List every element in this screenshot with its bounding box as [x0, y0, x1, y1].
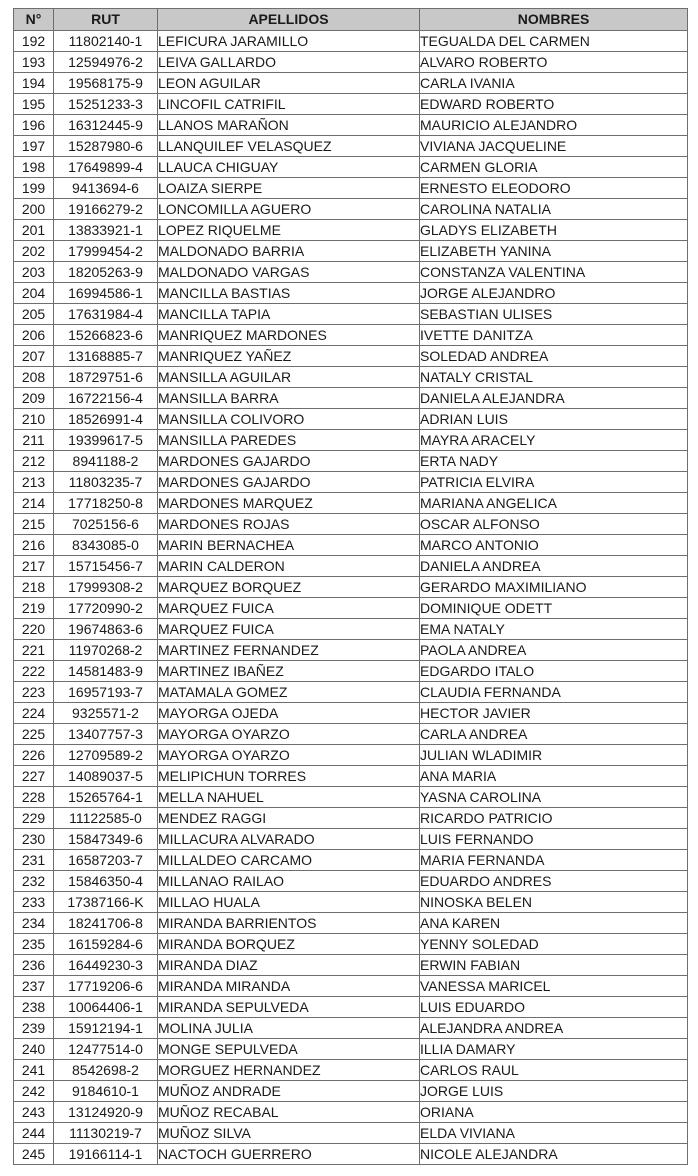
- cell-nombres: HECTOR JAVIER: [420, 703, 688, 724]
- cell-apellidos: LEFICURA JARAMILLO: [158, 31, 420, 52]
- cell-rut: 17387166-K: [54, 892, 158, 913]
- cell-rut: 19568175-9: [54, 73, 158, 94]
- cell-rut: 10064406-1: [54, 997, 158, 1018]
- table-row: [14, 535, 688, 556]
- cell-rut: 16312445-9: [54, 115, 158, 136]
- cell-number: 214: [14, 493, 54, 514]
- cell-nombres: RICARDO PATRICIO: [420, 808, 688, 829]
- cell-apellidos: MANRIQUEZ YAÑEZ: [158, 346, 420, 367]
- table-row: [14, 829, 688, 850]
- cell-number: 198: [14, 157, 54, 178]
- cell-rut: 12594976-2: [54, 52, 158, 73]
- cell-number: 213: [14, 472, 54, 493]
- table-header-row: [14, 9, 688, 31]
- cell-nombres: MAURICIO ALEJANDRO: [420, 115, 688, 136]
- table-row: [14, 430, 688, 451]
- cell-nombres: MARIANA ANGELICA: [420, 493, 688, 514]
- table-body: [14, 31, 688, 1165]
- table-row: [14, 640, 688, 661]
- cell-apellidos: LOPEZ RIQUELME: [158, 220, 420, 241]
- cell-nombres: ANA KAREN: [420, 913, 688, 934]
- table-row: [14, 31, 688, 52]
- cell-apellidos: MIRANDA MIRANDA: [158, 976, 420, 997]
- cell-apellidos: LONCOMILLA AGUERO: [158, 199, 420, 220]
- cell-rut: 17999454-2: [54, 241, 158, 262]
- cell-rut: 15847349-6: [54, 829, 158, 850]
- cell-apellidos: MILLAO HUALA: [158, 892, 420, 913]
- cell-number: 225: [14, 724, 54, 745]
- table-row: [14, 409, 688, 430]
- cell-nombres: ELDA VIVIANA: [420, 1123, 688, 1144]
- table-row: [14, 73, 688, 94]
- cell-nombres: ALEJANDRA ANDREA: [420, 1018, 688, 1039]
- table-row: [14, 346, 688, 367]
- cell-apellidos: MARTINEZ FERNANDEZ: [158, 640, 420, 661]
- cell-apellidos: LOAIZA SIERPE: [158, 178, 420, 199]
- cell-apellidos: MARIN BERNACHEA: [158, 535, 420, 556]
- cell-number: 233: [14, 892, 54, 913]
- cell-nombres: MARIA FERNANDA: [420, 850, 688, 871]
- cell-number: 239: [14, 1018, 54, 1039]
- cell-rut: 15912194-1: [54, 1018, 158, 1039]
- table-row: [14, 850, 688, 871]
- table-row: [14, 598, 688, 619]
- cell-number: 221: [14, 640, 54, 661]
- cell-number: 212: [14, 451, 54, 472]
- cell-apellidos: MUÑOZ ANDRADE: [158, 1081, 420, 1102]
- cell-nombres: LUIS EDUARDO: [420, 997, 688, 1018]
- cell-nombres: ERTA NADY: [420, 451, 688, 472]
- table-row: [14, 262, 688, 283]
- cell-nombres: GLADYS ELIZABETH: [420, 220, 688, 241]
- cell-nombres: JORGE ALEJANDRO: [420, 283, 688, 304]
- cell-rut: 13833921-1: [54, 220, 158, 241]
- table-row: [14, 1144, 688, 1165]
- table-row: [14, 325, 688, 346]
- cell-number: 204: [14, 283, 54, 304]
- cell-number: 193: [14, 52, 54, 73]
- cell-nombres: YENNY SOLEDAD: [420, 934, 688, 955]
- table-row: [14, 115, 688, 136]
- cell-apellidos: MILLALDEO CARCAMO: [158, 850, 420, 871]
- cell-nombres: EDGARDO ITALO: [420, 661, 688, 682]
- table-row: [14, 178, 688, 199]
- cell-number: 199: [14, 178, 54, 199]
- cell-apellidos: MIRANDA DIAZ: [158, 955, 420, 976]
- cell-nombres: ERNESTO ELEODORO: [420, 178, 688, 199]
- cell-rut: 15715456-7: [54, 556, 158, 577]
- cell-nombres: TEGUALDA DEL CARMEN: [420, 31, 688, 52]
- cell-nombres: ANA MARIA: [420, 766, 688, 787]
- cell-rut: 17631984-4: [54, 304, 158, 325]
- table-row: [14, 703, 688, 724]
- cell-number: 229: [14, 808, 54, 829]
- table-row: [14, 283, 688, 304]
- cell-number: 232: [14, 871, 54, 892]
- cell-number: 194: [14, 73, 54, 94]
- cell-rut: 14089037-5: [54, 766, 158, 787]
- cell-nombres: YASNA CAROLINA: [420, 787, 688, 808]
- table-row: [14, 1060, 688, 1081]
- table-row: [14, 619, 688, 640]
- cell-rut: 15251233-3: [54, 94, 158, 115]
- cell-number: 227: [14, 766, 54, 787]
- cell-rut: 9413694-6: [54, 178, 158, 199]
- table-row: [14, 451, 688, 472]
- cell-number: 200: [14, 199, 54, 220]
- table-row: [14, 808, 688, 829]
- cell-number: 219: [14, 598, 54, 619]
- cell-nombres: PATRICIA ELVIRA: [420, 472, 688, 493]
- cell-rut: 11130219-7: [54, 1123, 158, 1144]
- cell-rut: 11122585-0: [54, 808, 158, 829]
- cell-rut: 13407757-3: [54, 724, 158, 745]
- cell-rut: 17999308-2: [54, 577, 158, 598]
- cell-number: 211: [14, 430, 54, 451]
- cell-apellidos: MELLA NAHUEL: [158, 787, 420, 808]
- table-row: [14, 493, 688, 514]
- cell-nombres: OSCAR ALFONSO: [420, 514, 688, 535]
- cell-nombres: CARMEN GLORIA: [420, 157, 688, 178]
- cell-apellidos: MARDONES GAJARDO: [158, 451, 420, 472]
- cell-number: 197: [14, 136, 54, 157]
- cell-rut: 13168885-7: [54, 346, 158, 367]
- cell-nombres: ALVARO ROBERTO: [420, 52, 688, 73]
- cell-rut: 16159284-6: [54, 934, 158, 955]
- table-row: [14, 1102, 688, 1123]
- table-row: [14, 976, 688, 997]
- cell-nombres: NATALY CRISTAL: [420, 367, 688, 388]
- cell-nombres: VIVIANA JACQUELINE: [420, 136, 688, 157]
- cell-nombres: CLAUDIA FERNANDA: [420, 682, 688, 703]
- table-row: [14, 997, 688, 1018]
- cell-rut: 14581483-9: [54, 661, 158, 682]
- cell-number: 231: [14, 850, 54, 871]
- cell-apellidos: MANSILLA PAREDES: [158, 430, 420, 451]
- cell-apellidos: LLANOS MARAÑON: [158, 115, 420, 136]
- cell-number: 202: [14, 241, 54, 262]
- cell-number: 241: [14, 1060, 54, 1081]
- cell-nombres: CONSTANZA VALENTINA: [420, 262, 688, 283]
- header-apellidos: APELLIDOS: [158, 9, 420, 31]
- cell-number: 217: [14, 556, 54, 577]
- cell-apellidos: MARDONES MARQUEZ: [158, 493, 420, 514]
- cell-number: 207: [14, 346, 54, 367]
- cell-nombres: GERARDO MAXIMILIANO: [420, 577, 688, 598]
- cell-rut: 16587203-7: [54, 850, 158, 871]
- cell-apellidos: MUÑOZ RECABAL: [158, 1102, 420, 1123]
- cell-rut: 16449230-3: [54, 955, 158, 976]
- cell-apellidos: MUÑOZ SILVA: [158, 1123, 420, 1144]
- cell-rut: 18729751-6: [54, 367, 158, 388]
- cell-number: 238: [14, 997, 54, 1018]
- table-row: [14, 577, 688, 598]
- table-row: [14, 157, 688, 178]
- cell-nombres: DANIELA ANDREA: [420, 556, 688, 577]
- roster-table-container: [13, 8, 688, 1165]
- cell-nombres: CAROLINA NATALIA: [420, 199, 688, 220]
- cell-apellidos: LINCOFIL CATRIFIL: [158, 94, 420, 115]
- table-row: [14, 1081, 688, 1102]
- table-row: [14, 367, 688, 388]
- cell-apellidos: MALDONADO BARRIA: [158, 241, 420, 262]
- cell-apellidos: MATAMALA GOMEZ: [158, 682, 420, 703]
- cell-apellidos: MIRANDA BORQUEZ: [158, 934, 420, 955]
- cell-rut: 18241706-8: [54, 913, 158, 934]
- cell-nombres: ILLIA DAMARY: [420, 1039, 688, 1060]
- cell-number: 245: [14, 1144, 54, 1165]
- table-row: [14, 94, 688, 115]
- cell-rut: 18205263-9: [54, 262, 158, 283]
- cell-apellidos: MONGE SEPULVEDA: [158, 1039, 420, 1060]
- cell-number: 236: [14, 955, 54, 976]
- cell-rut: 12709589-2: [54, 745, 158, 766]
- cell-rut: 16722156-4: [54, 388, 158, 409]
- cell-apellidos: MAYORGA OYARZO: [158, 745, 420, 766]
- cell-number: 224: [14, 703, 54, 724]
- cell-rut: 15265764-1: [54, 787, 158, 808]
- cell-apellidos: NACTOCH GUERRERO: [158, 1144, 420, 1165]
- cell-apellidos: MIRANDA SEPULVEDA: [158, 997, 420, 1018]
- cell-apellidos: MILLANAO RAILAO: [158, 871, 420, 892]
- cell-rut: 17720990-2: [54, 598, 158, 619]
- cell-apellidos: MILLACURA ALVARADO: [158, 829, 420, 850]
- cell-apellidos: MAYORGA OYARZO: [158, 724, 420, 745]
- table-row: [14, 892, 688, 913]
- cell-rut: 9325571-2: [54, 703, 158, 724]
- cell-number: 230: [14, 829, 54, 850]
- cell-nombres: SOLEDAD ANDREA: [420, 346, 688, 367]
- table-row: [14, 1018, 688, 1039]
- cell-apellidos: LLANQUILEF VELASQUEZ: [158, 136, 420, 157]
- table-row: [14, 913, 688, 934]
- cell-apellidos: MANSILLA AGUILAR: [158, 367, 420, 388]
- cell-apellidos: MANSILLA BARRA: [158, 388, 420, 409]
- cell-apellidos: MELIPICHUN TORRES: [158, 766, 420, 787]
- cell-apellidos: MOLINA JULIA: [158, 1018, 420, 1039]
- cell-rut: 13124920-9: [54, 1102, 158, 1123]
- cell-nombres: EDUARDO ANDRES: [420, 871, 688, 892]
- cell-number: 242: [14, 1081, 54, 1102]
- cell-number: 201: [14, 220, 54, 241]
- cell-rut: 11802140-1: [54, 31, 158, 52]
- cell-nombres: CARLOS RAUL: [420, 1060, 688, 1081]
- cell-number: 222: [14, 661, 54, 682]
- cell-nombres: ERWIN FABIAN: [420, 955, 688, 976]
- cell-number: 195: [14, 94, 54, 115]
- cell-nombres: ORIANA: [420, 1102, 688, 1123]
- cell-rut: 19166114-1: [54, 1144, 158, 1165]
- cell-nombres: ELIZABETH YANINA: [420, 241, 688, 262]
- cell-number: 206: [14, 325, 54, 346]
- cell-nombres: EDWARD ROBERTO: [420, 94, 688, 115]
- cell-nombres: LUIS FERNANDO: [420, 829, 688, 850]
- cell-number: 243: [14, 1102, 54, 1123]
- table-row: [14, 787, 688, 808]
- table-row: [14, 556, 688, 577]
- header-nombres: NOMBRES: [420, 9, 688, 31]
- cell-nombres: CARLA IVANIA: [420, 73, 688, 94]
- cell-apellidos: LLAUCA CHIGUAY: [158, 157, 420, 178]
- cell-number: 215: [14, 514, 54, 535]
- cell-nombres: JULIAN WLADIMIR: [420, 745, 688, 766]
- cell-nombres: PAOLA ANDREA: [420, 640, 688, 661]
- cell-rut: 16957193-7: [54, 682, 158, 703]
- cell-number: 196: [14, 115, 54, 136]
- cell-rut: 15287980-6: [54, 136, 158, 157]
- cell-nombres: DOMINIQUE ODETT: [420, 598, 688, 619]
- table-row: [14, 934, 688, 955]
- cell-apellidos: MALDONADO VARGAS: [158, 262, 420, 283]
- cell-number: 216: [14, 535, 54, 556]
- cell-rut: 15266823-6: [54, 325, 158, 346]
- cell-apellidos: MIRANDA BARRIENTOS: [158, 913, 420, 934]
- cell-number: 220: [14, 619, 54, 640]
- roster-table: [13, 8, 688, 1165]
- cell-number: 205: [14, 304, 54, 325]
- cell-rut: 15846350-4: [54, 871, 158, 892]
- cell-rut: 18526991-4: [54, 409, 158, 430]
- table-row: [14, 1039, 688, 1060]
- cell-number: 209: [14, 388, 54, 409]
- cell-apellidos: MARTINEZ IBAÑEZ: [158, 661, 420, 682]
- cell-nombres: DANIELA ALEJANDRA: [420, 388, 688, 409]
- header-rut: RUT: [54, 9, 158, 31]
- table-row: [14, 52, 688, 73]
- table-row: [14, 388, 688, 409]
- cell-apellidos: MARIN CALDERON: [158, 556, 420, 577]
- cell-number: 218: [14, 577, 54, 598]
- table-row: [14, 766, 688, 787]
- cell-apellidos: MAYORGA OJEDA: [158, 703, 420, 724]
- cell-apellidos: MANCILLA TAPIA: [158, 304, 420, 325]
- cell-apellidos: LEON AGUILAR: [158, 73, 420, 94]
- cell-rut: 11803235-7: [54, 472, 158, 493]
- cell-rut: 17649899-4: [54, 157, 158, 178]
- cell-number: 226: [14, 745, 54, 766]
- table-row: [14, 199, 688, 220]
- cell-rut: 16994586-1: [54, 283, 158, 304]
- cell-number: 244: [14, 1123, 54, 1144]
- cell-rut: 9184610-1: [54, 1081, 158, 1102]
- cell-number: 228: [14, 787, 54, 808]
- cell-apellidos: MARDONES GAJARDO: [158, 472, 420, 493]
- table-row: [14, 241, 688, 262]
- cell-number: 210: [14, 409, 54, 430]
- cell-rut: 8941188-2: [54, 451, 158, 472]
- cell-number: 192: [14, 31, 54, 52]
- table-row: [14, 1123, 688, 1144]
- table-row: [14, 682, 688, 703]
- cell-rut: 19399617-5: [54, 430, 158, 451]
- cell-nombres: IVETTE DANITZA: [420, 325, 688, 346]
- cell-rut: 19166279-2: [54, 199, 158, 220]
- cell-apellidos: MARQUEZ BORQUEZ: [158, 577, 420, 598]
- cell-apellidos: MARQUEZ FUICA: [158, 598, 420, 619]
- cell-apellidos: MANRIQUEZ MARDONES: [158, 325, 420, 346]
- cell-apellidos: MARDONES ROJAS: [158, 514, 420, 535]
- table-row: [14, 514, 688, 535]
- cell-nombres: CARLA ANDREA: [420, 724, 688, 745]
- table-row: [14, 661, 688, 682]
- cell-nombres: MARCO ANTONIO: [420, 535, 688, 556]
- table-row: [14, 220, 688, 241]
- cell-apellidos: MENDEZ RAGGI: [158, 808, 420, 829]
- header-number: N°: [14, 9, 54, 31]
- cell-apellidos: MORGUEZ HERNANDEZ: [158, 1060, 420, 1081]
- cell-rut: 17718250-8: [54, 493, 158, 514]
- cell-apellidos: MANCILLA BASTIAS: [158, 283, 420, 304]
- cell-number: 235: [14, 934, 54, 955]
- table-row: [14, 745, 688, 766]
- table-row: [14, 304, 688, 325]
- table-row: [14, 955, 688, 976]
- cell-nombres: EMA NATALY: [420, 619, 688, 640]
- table-row: [14, 871, 688, 892]
- cell-nombres: VANESSA MARICEL: [420, 976, 688, 997]
- cell-rut: 11970268-2: [54, 640, 158, 661]
- cell-nombres: JORGE LUIS: [420, 1081, 688, 1102]
- cell-apellidos: MARQUEZ FUICA: [158, 619, 420, 640]
- table-row: [14, 472, 688, 493]
- cell-number: 203: [14, 262, 54, 283]
- cell-number: 237: [14, 976, 54, 997]
- cell-number: 223: [14, 682, 54, 703]
- cell-nombres: ADRIAN LUIS: [420, 409, 688, 430]
- cell-number: 208: [14, 367, 54, 388]
- cell-rut: 12477514-0: [54, 1039, 158, 1060]
- cell-rut: 8343085-0: [54, 535, 158, 556]
- cell-apellidos: LEIVA GALLARDO: [158, 52, 420, 73]
- cell-rut: 17719206-6: [54, 976, 158, 997]
- cell-rut: 19674863-6: [54, 619, 158, 640]
- cell-nombres: SEBASTIAN ULISES: [420, 304, 688, 325]
- cell-apellidos: MANSILLA COLIVORO: [158, 409, 420, 430]
- cell-nombres: MAYRA ARACELY: [420, 430, 688, 451]
- cell-rut: 7025156-6: [54, 514, 158, 535]
- cell-rut: 8542698-2: [54, 1060, 158, 1081]
- table-row: [14, 724, 688, 745]
- cell-nombres: NINOSKA BELEN: [420, 892, 688, 913]
- cell-number: 234: [14, 913, 54, 934]
- table-row: [14, 136, 688, 157]
- cell-nombres: NICOLE ALEJANDRA: [420, 1144, 688, 1165]
- cell-number: 240: [14, 1039, 54, 1060]
